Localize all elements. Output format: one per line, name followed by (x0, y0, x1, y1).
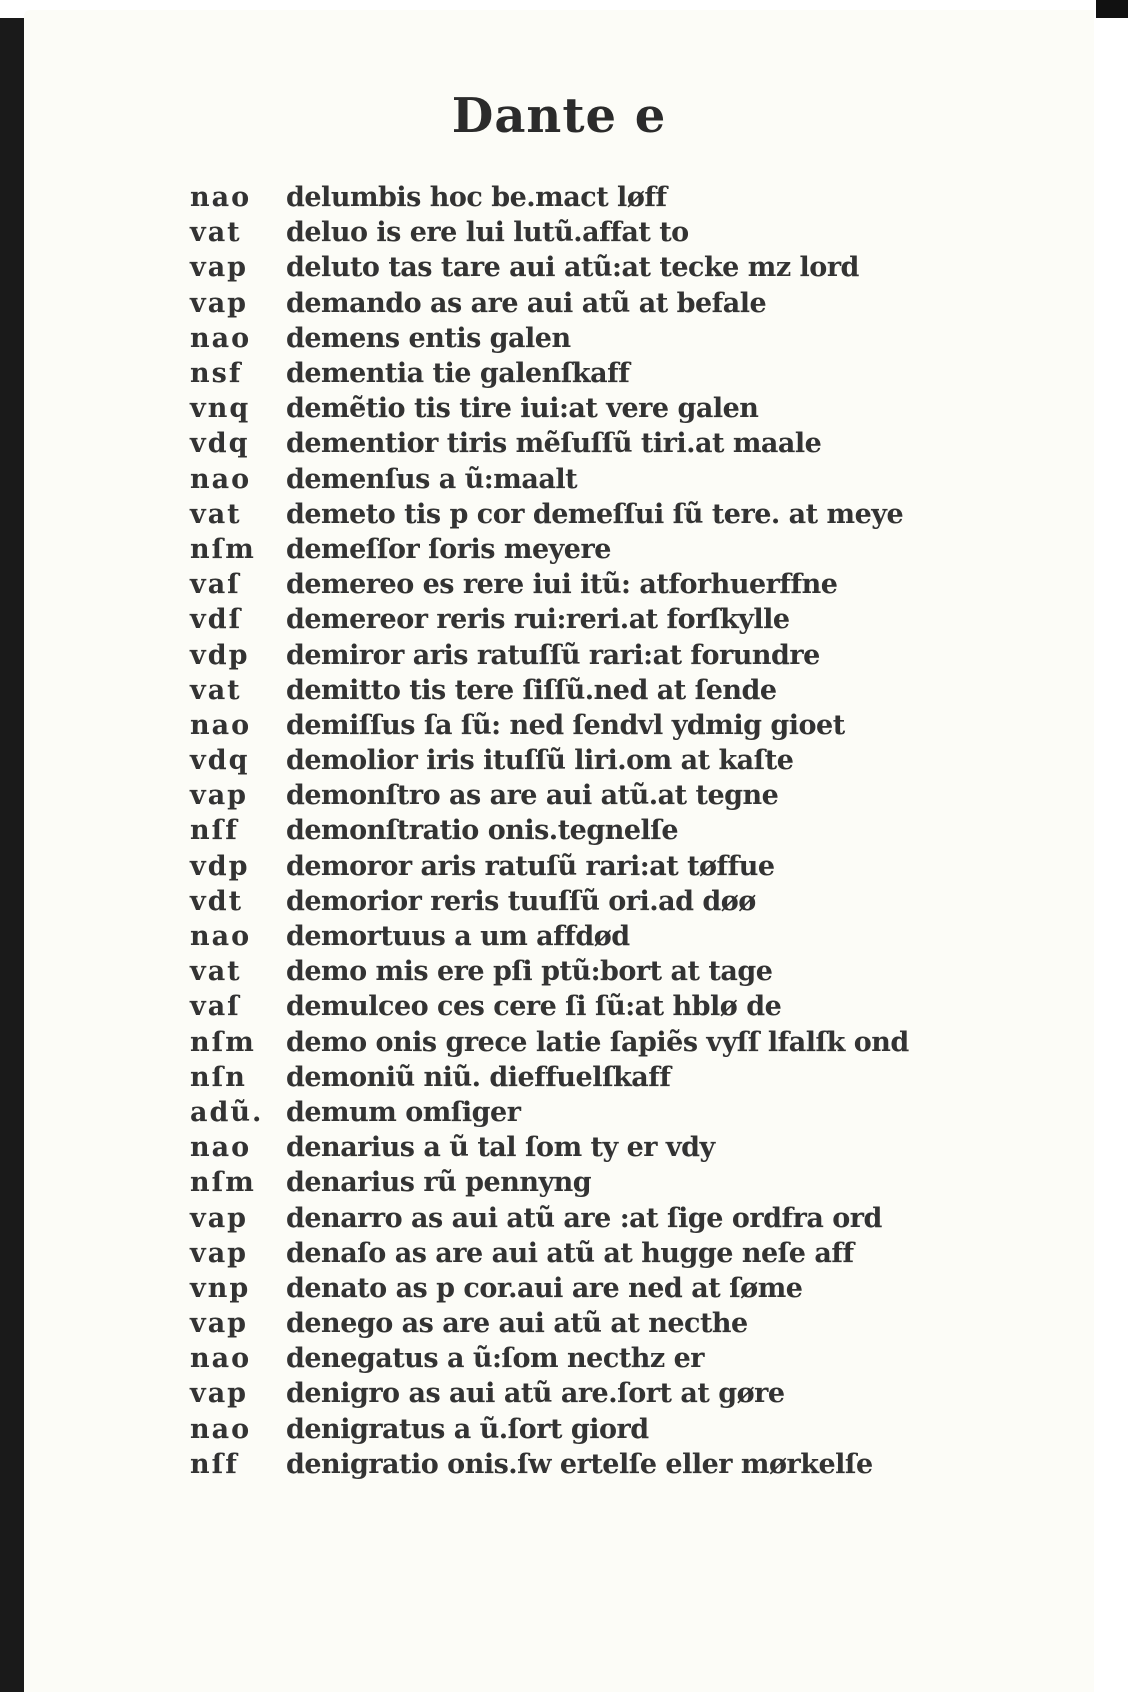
entry-grammar-code: vdq (190, 745, 250, 777)
entry-grammar-code: nsf (190, 358, 243, 390)
dictionary-entry (190, 391, 1070, 426)
entry-grammar-code: vap (190, 252, 249, 284)
dictionary-entry (190, 250, 1070, 285)
entry-definition: denarro as aui atũ are :at ſige ordfra ord (286, 1202, 882, 1234)
entry-definition: denato as p cor.aui are ned at ſøme (286, 1272, 803, 1304)
dictionary-entry (190, 989, 1070, 1024)
entry-grammar-code: nſf (190, 815, 239, 847)
entry-definition: demoniũ niũ. dieffuelſkaff (286, 1061, 671, 1093)
entry-grammar-code: vap (190, 1308, 249, 1340)
dictionary-entry (190, 1200, 1070, 1235)
entry-definition: demulceo ces cere ſi ſũ:at hblø de (286, 991, 782, 1023)
dictionary-entry (190, 1271, 1070, 1306)
entry-grammar-code: vaſ (190, 569, 241, 601)
entry-definition: demiſſus ſa ſũ: ned ſendvl ydmig gioet (286, 709, 845, 741)
dictionary-entry (190, 321, 1070, 356)
entry-grammar-code: nſm (190, 1167, 256, 1199)
entry-definition: deluto tas tare aui atũ:at tecke mz lord (286, 252, 859, 284)
page-title: Dante e (451, 88, 667, 144)
dictionary-entry (190, 1060, 1070, 1095)
entry-definition: demẽtio tis tire iui:at vere galen (286, 393, 759, 425)
entry-definition: demens entis galen (286, 322, 571, 354)
entry-definition: demenſus a ũ:maalt (286, 463, 578, 495)
dictionary-entry (190, 884, 1070, 919)
entry-grammar-code: vdt (190, 885, 244, 917)
entry-grammar-code: nao (190, 182, 252, 214)
entry-definition: demiror aris ratuſſũ rari:at forundre (286, 639, 820, 671)
entry-grammar-code: nao (190, 322, 252, 354)
entry-grammar-code: vaſ (190, 991, 241, 1023)
dictionary-entry (190, 215, 1070, 250)
entry-definition: delumbis hoc be.mact løff (286, 182, 667, 214)
entry-grammar-code: vap (190, 287, 249, 319)
entry-grammar-code: nſm (190, 533, 256, 565)
document-page (24, 10, 1094, 1692)
entry-definition: deluo is ere lui lutũ.affat to (286, 217, 689, 249)
dictionary-entry (190, 813, 1070, 848)
entry-grammar-code: vdq (190, 428, 250, 460)
dictionary-entry (190, 1095, 1070, 1130)
entry-grammar-code: nao (190, 1132, 252, 1164)
dictionary-entry-list (190, 180, 1070, 1482)
entry-grammar-code: vdp (190, 639, 250, 671)
dictionary-entry (190, 356, 1070, 391)
entry-grammar-code: nao (190, 1413, 252, 1445)
entry-definition: denigratus a ũ.ſort giord (286, 1413, 649, 1445)
entry-definition: demoror aris ratuſũ rari:at tøffue (286, 850, 775, 882)
entry-definition: demereor reris rui:reri.at forſkylle (286, 604, 790, 636)
dictionary-entry (190, 1376, 1070, 1411)
entry-grammar-code: vdſ (190, 604, 243, 636)
dictionary-entry (190, 1130, 1070, 1165)
entry-grammar-code: vnp (190, 1272, 251, 1304)
entry-grammar-code: nao (190, 463, 252, 495)
entry-definition: denego as are aui atũ at necthe (286, 1308, 748, 1340)
entry-grammar-code: vap (190, 1378, 249, 1410)
dictionary-entry (190, 1341, 1070, 1376)
entry-definition: demonſtro as are aui atũ.at tegne (286, 780, 779, 812)
entry-grammar-code: vat (190, 498, 242, 530)
dictionary-entry (190, 849, 1070, 884)
dictionary-entry (190, 1412, 1070, 1447)
entry-grammar-code: vap (190, 1202, 249, 1234)
dictionary-entry (190, 602, 1070, 637)
dictionary-entry (190, 708, 1070, 743)
dictionary-entry (190, 180, 1070, 215)
scan-corner-mark (1096, 0, 1128, 18)
entry-grammar-code: vap (190, 1237, 249, 1269)
entry-grammar-code: nao (190, 1343, 252, 1375)
dictionary-entry (190, 673, 1070, 708)
entry-definition: denigratio onis.ſw ertelſe eller mørkelſe (286, 1448, 873, 1480)
entry-grammar-code: nſn (190, 1061, 247, 1093)
entry-definition: demonſtratio onis.tegnelſe (286, 815, 679, 847)
entry-definition: denegatus a ũ:ſom necthz er (286, 1343, 705, 1375)
entry-grammar-code: nſf (190, 1448, 239, 1480)
entry-grammar-code: nao (190, 709, 252, 741)
dictionary-entry (190, 1165, 1070, 1200)
entry-definition: denarius rũ pennyng (286, 1167, 592, 1199)
page-left-edge-shadow (0, 18, 24, 1692)
entry-definition: demortuus a um affdød (286, 921, 630, 953)
entry-grammar-code: adũ. (190, 1096, 264, 1128)
entry-definition: demeto tis p cor demeſſui ſũ tere. at meye (286, 498, 904, 530)
entry-grammar-code: vat (190, 217, 242, 249)
entry-grammar-code: vat (190, 956, 242, 988)
entry-definition: demereo es rere iui itũ: atforhuerffne (286, 569, 838, 601)
dictionary-entry (190, 1236, 1070, 1271)
entry-definition: demo onis grece latie ſapiẽs vyſſ lfalſk ond (286, 1026, 909, 1058)
dictionary-entry (190, 497, 1070, 532)
dictionary-entry (190, 954, 1070, 989)
entry-grammar-code: vat (190, 674, 242, 706)
dictionary-entry (190, 462, 1070, 497)
entry-definition: denaſo as are aui atũ at hugge neſe aff (286, 1237, 854, 1269)
entry-definition: demolior iris ituſſũ liri.om at kaſte (286, 745, 794, 777)
entry-grammar-code: vnq (190, 393, 251, 425)
dictionary-entry (190, 778, 1070, 813)
dictionary-entry (190, 1306, 1070, 1341)
entry-grammar-code: vdp (190, 850, 250, 882)
dictionary-entry (190, 919, 1070, 954)
dictionary-entry (190, 286, 1070, 321)
entry-definition: denarius a ũ tal ſom ty er vdy (286, 1132, 715, 1164)
entry-grammar-code: nſm (190, 1026, 256, 1058)
dictionary-entry (190, 426, 1070, 461)
entry-definition: dementior tiris mẽſuſſũ tiri.at maale (286, 428, 822, 460)
dictionary-entry (190, 1025, 1070, 1060)
dictionary-entry (190, 532, 1070, 567)
entry-definition: demorior reris tuuſſũ ori.ad døø (286, 885, 756, 917)
entry-grammar-code: vap (190, 780, 249, 812)
entry-definition: demeſſor ſoris meyere (286, 533, 611, 565)
entry-definition: demando as are aui atũ at befale (286, 287, 767, 319)
dictionary-entry (190, 743, 1070, 778)
dictionary-entry (190, 567, 1070, 602)
dictionary-entry (190, 637, 1070, 672)
entry-definition: demo mis ere pſi ptũ:bort at tage (286, 956, 773, 988)
entry-definition: demum omſiger (286, 1096, 521, 1128)
entry-definition: dementia tie galenſkaff (286, 358, 630, 390)
entry-grammar-code: nao (190, 921, 252, 953)
entry-definition: denigro as aui atũ are.ſort at gøre (286, 1378, 785, 1410)
dictionary-entry (190, 1447, 1070, 1482)
entry-definition: demitto tis tere ſiſſũ.ned at ſende (286, 674, 777, 706)
